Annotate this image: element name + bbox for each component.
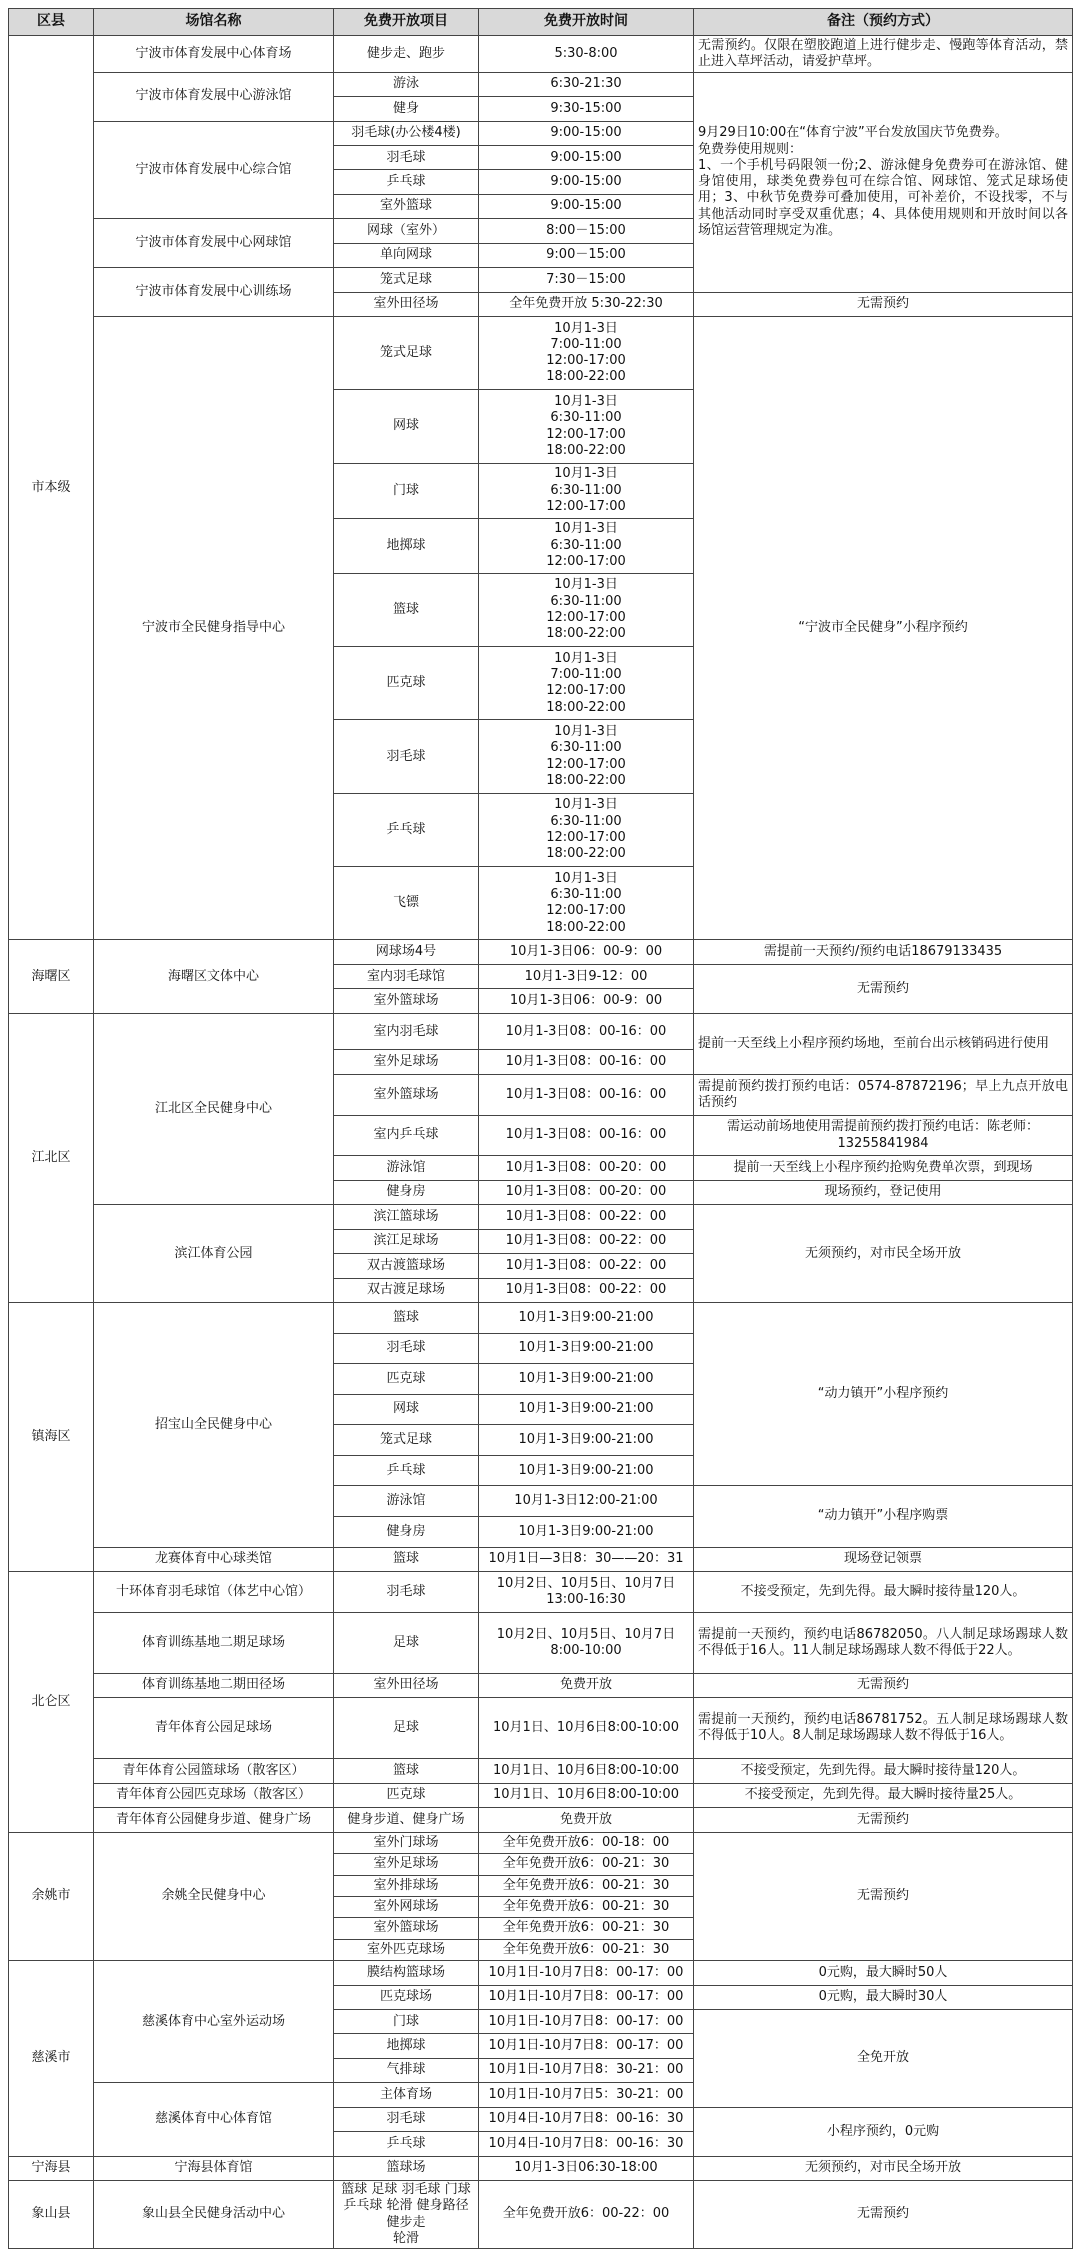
time-cell: 10月1-3日 6:30-11:00 12:00-17:00 18:00-22:00 [479,720,694,793]
table-row [9,1832,1073,1853]
item-cell: 膜结构篮球场 [334,1961,479,1985]
district-cell: 北仑区 [9,1571,94,1832]
table-row [9,1612,1073,1673]
table-row [9,940,1073,964]
district-cell: 宁海县 [9,2156,94,2180]
venue-cell: 宁波市体育发展中心训练场 [94,268,334,317]
time-cell: 10月1-3日12:00-21:00 [479,1486,694,1517]
note-cell: 提前一天至线上小程序预约抢购免费单次票，到现场 [694,1156,1073,1180]
item-cell: 网球（室外） [334,219,479,243]
time-cell: 免费开放 [479,1673,694,1697]
item-cell: 羽毛球 [334,145,479,169]
item-cell: 室内羽毛球馆 [334,964,479,988]
item-cell: 室外匹克球场 [334,1939,479,1960]
note-cell: 无需预约 [694,1808,1073,1832]
time-cell: 10月1日-10月7日8：00-17：00 [479,1985,694,2009]
venue-cell: 青年体育公园健身步道、健身广场 [94,1808,334,1832]
item-cell: 游泳馆 [334,1486,479,1517]
item-cell: 羽毛球 [334,1571,479,1612]
item-cell: 笼式足球 [334,317,479,390]
item-cell: 健步走、跑步 [334,36,479,73]
time-cell: 免费开放 [479,1808,694,1832]
time-cell: 10月1-3日08：00-20：00 [479,1156,694,1180]
table-row [9,36,1073,73]
note-cell: “动力镇开”小程序预约 [694,1303,1073,1486]
item-cell: 室外足球场 [334,1050,479,1074]
item-cell: 网球 [334,390,479,463]
note-cell: 提前一天至线上小程序预约场地，至前台出示核销码进行使用 [694,1013,1073,1074]
item-cell: 飞镖 [334,867,479,940]
time-cell: 10月1-3日08：00-20：00 [479,1180,694,1204]
note-cell: 无需预约。仅限在塑胶跑道上进行健步走、慢跑等体育活动，禁止进入草坪活动，请爱护草坪。 [694,36,1073,73]
district-cell: 镇海区 [9,1303,94,1572]
table-row [9,1783,1073,1807]
time-cell: 全年免费开放6：00-18：00 [479,1832,694,1853]
note-cell: 无须预约，对市民全场开放 [694,1205,1073,1303]
item-cell: 地掷球 [334,2034,479,2058]
time-cell: 10月1-3日 6:30-11:00 12:00-17:00 18:00-22:00 [479,793,694,866]
time-cell: 全年免费开放6：00-21：30 [479,1939,694,1960]
table-row [9,1205,1073,1229]
item-cell: 游泳 [334,72,479,96]
venue-cell: 青年体育公园篮球场（散客区） [94,1759,334,1783]
note-cell: 无需预约 [694,1832,1073,1960]
note-cell: 需提前一天预约，预约电话86782050。八人制足球场踢球人数不得低于16人。11人制足球场踢球人数不得低于22人。 [694,1612,1073,1673]
item-cell: 篮球场 [334,2156,479,2180]
venue-cell: 慈溪体育中心体育馆 [94,2083,334,2156]
time-cell: 10月1-3日 6:30-11:00 12:00-17:00 [479,518,694,573]
venue-cell: 招宝山全民健身中心 [94,1303,334,1548]
table-row [9,1698,1073,1759]
item-cell: 双古渡足球场 [334,1278,479,1302]
item-cell: 室外篮球场 [334,1918,479,1939]
note-cell: 无需预约 [694,2181,1073,2249]
time-cell: 全年免费开放 5:30-22:30 [479,292,694,316]
district-cell: 市本级 [9,36,94,940]
item-cell: 网球场4号 [334,940,479,964]
time-cell: 10月1-3日08：00-16：00 [479,1074,694,1115]
time-cell: 全年免费开放6：00-22：00 [479,2181,694,2249]
venue-cell: 滨江体育公园 [94,1205,334,1303]
item-cell: 室外网球场 [334,1896,479,1917]
district-cell: 江北区 [9,1013,94,1302]
time-cell: 10月1-3日08：00-22：00 [479,1254,694,1278]
district-cell: 慈溪市 [9,1961,94,2157]
table-row [9,2156,1073,2180]
item-cell: 羽毛球 [334,720,479,793]
venue-cell: 宁波市体育发展中心网球馆 [94,219,334,268]
time-cell: 全年免费开放6：00-21：30 [479,1896,694,1917]
item-cell: 室外足球场 [334,1854,479,1875]
item-cell: 匹克球 [334,647,479,720]
time-cell: 10月1-3日08：00-22：00 [479,1229,694,1253]
time-cell: 10月1日-10月7日8：00-17：00 [479,1961,694,1985]
item-cell: 乒乓球 [334,793,479,866]
note-cell: 9月29日10:00在“体育宁波”平台发放国庆节免费券。 免费券使用规则： 1、一个手机号码限领一份;2、游泳健身免费券可在游泳馆、健身馆使用，球类免费券包可在综合馆、网球馆、笼式足球场使用；3、中秋节免费券可叠加使用，可补差价，不设找零，不与其他活动同时享受双重优惠；4、具体使用规则和开放时间以各场馆运营管理规定为准。 [694,72,1073,292]
district-cell: 海曙区 [9,940,94,1013]
table-row [9,1808,1073,1832]
time-cell: 10月4日-10月7日8：00-16：30 [479,2132,694,2156]
time-cell: 全年免费开放6：00-21：30 [479,1875,694,1896]
item-cell: 篮球 [334,573,479,646]
table-row [9,1547,1073,1571]
item-cell: 乒乓球 [334,1455,479,1486]
note-cell: 无需预约 [694,964,1073,1013]
time-cell: 10月1日-10月7日8：00-17：00 [479,2009,694,2033]
note-cell: 不接受预定，先到先得。最大瞬时接待量120人。 [694,1571,1073,1612]
time-cell: 全年免费开放6：00-21：30 [479,1918,694,1939]
time-cell: 10月1-3日9:00-21:00 [479,1455,694,1486]
time-cell: 6:30-21:30 [479,72,694,96]
time-cell: 10月1-3日9:00-21:00 [479,1425,694,1456]
item-cell: 室内羽毛球 [334,1013,479,1050]
free-venue-table [8,8,1073,2249]
time-cell: 10月1-3日9:00-21:00 [479,1333,694,1364]
time-cell: 10月1-3日 6:30-11:00 12:00-17:00 18:00-22:00 [479,390,694,463]
time-cell: 10月4日-10月7日8：00-16：30 [479,2107,694,2131]
header-note: 备注（预约方式） [694,9,1073,36]
venue-cell: 象山县全民健身活动中心 [94,2181,334,2249]
item-cell: 室内乒乓球 [334,1115,479,1156]
item-cell: 羽毛球(办公楼4楼) [334,121,479,145]
time-cell: 10月1-3日 6:30-11:00 12:00-17:00 [479,463,694,518]
time-cell: 8:00－15:00 [479,219,694,243]
note-cell: 0元购，最大瞬时50人 [694,1961,1073,1985]
table-row [9,317,1073,390]
note-cell: 无需预约 [694,1673,1073,1697]
item-cell: 室外门球场 [334,1832,479,1853]
venue-cell: 龙赛体育中心球类馆 [94,1547,334,1571]
venue-cell: 宁波市全民健身指导中心 [94,317,334,940]
item-cell: 足球 [334,1612,479,1673]
item-cell: 室外排球场 [334,1875,479,1896]
venue-cell: 慈溪体育中心室外运动场 [94,1961,334,2083]
time-cell: 10月1-3日08：00-16：00 [479,1115,694,1156]
item-cell: 健身 [334,97,479,121]
time-cell: 10月1日—3日8：30——20：31 [479,1547,694,1571]
note-cell: 需提前一天预约/预约电话18679133435 [694,940,1073,964]
item-cell: 篮球 足球 羽毛球 门球 乒乓球 轮滑 健身路径 健步走 轮滑 [334,2181,479,2249]
note-cell: 无须预约，对市民全场开放 [694,2156,1073,2180]
item-cell: 双古渡篮球场 [334,1254,479,1278]
item-cell: 健身房 [334,1180,479,1204]
time-cell: 10月1-3日06：00-9：00 [479,940,694,964]
time-cell: 10月1日-10月7日5：30-21：00 [479,2083,694,2107]
table-row [9,1303,1073,1334]
item-cell: 室外篮球场 [334,1074,479,1115]
time-cell: 10月1日、10月6日8:00-10:00 [479,1759,694,1783]
venue-cell: 宁波市体育发展中心综合馆 [94,121,334,219]
time-cell: 10月1-3日 6:30-11:00 12:00-17:00 18:00-22:00 [479,573,694,646]
item-cell: 门球 [334,463,479,518]
venue-cell: 余姚全民健身中心 [94,1832,334,1960]
table-row [9,1759,1073,1783]
venue-cell: 宁波市体育发展中心体育场 [94,36,334,73]
time-cell: 10月1-3日 7:00-11:00 12:00-17:00 18:00-22:00 [479,647,694,720]
venue-cell: 宁波市体育发展中心游泳馆 [94,72,334,121]
item-cell: 乒乓球 [334,2132,479,2156]
time-cell: 10月1-3日 6:30-11:00 12:00-17:00 18:00-22:00 [479,867,694,940]
note-cell: 需运动前场地使用需提前预约拨打预约电话：陈老师：13255841984 [694,1115,1073,1156]
time-cell: 10月1-3日9-12：00 [479,964,694,988]
note-cell: 现场预约，登记使用 [694,1180,1073,1204]
item-cell: 室外田径场 [334,1673,479,1697]
item-cell: 笼式足球 [334,268,479,292]
time-cell: 10月1-3日08：00-22：00 [479,1278,694,1302]
time-cell: 9:00-15:00 [479,145,694,169]
time-cell: 10月1-3日9:00-21:00 [479,1364,694,1395]
header-item: 免费开放项目 [334,9,479,36]
note-cell: 需提前一天预约，预约电话86781752。五人制足球场踢球人数不得低于10人。8人制足球场踢球人数不得低于16人。 [694,1698,1073,1759]
item-cell: 地掷球 [334,518,479,573]
time-cell: 10月1日、10月6日8:00-10:00 [479,1783,694,1807]
time-cell: 10月1-3日 7:00-11:00 12:00-17:00 18:00-22:00 [479,317,694,390]
table-header-row [9,9,1073,36]
time-cell: 9:00－15:00 [479,243,694,267]
time-cell: 全年免费开放6：00-21：30 [479,1854,694,1875]
item-cell: 羽毛球 [334,1333,479,1364]
time-cell: 10月1日、10月6日8:00-10:00 [479,1698,694,1759]
item-cell: 匹克球 [334,1783,479,1807]
note-cell: 全免开放 [694,2009,1073,2107]
time-cell: 10月1日-10月7日8：30-21：00 [479,2058,694,2082]
note-cell: “动力镇开”小程序购票 [694,1486,1073,1547]
item-cell: 室外篮球场 [334,989,479,1013]
item-cell: 游泳馆 [334,1156,479,1180]
time-cell: 10月1-3日9:00-21:00 [479,1394,694,1425]
time-cell: 10月1-3日08：00-22：00 [479,1205,694,1229]
venue-cell: 宁海县体育馆 [94,2156,334,2180]
note-cell: 现场登记领票 [694,1547,1073,1571]
time-cell: 5:30-8:00 [479,36,694,73]
district-cell: 象山县 [9,2181,94,2249]
item-cell: 足球 [334,1698,479,1759]
item-cell: 健身步道、健身广场 [334,1808,479,1832]
time-cell: 10月2日、10月5日、10月7日 8:00-10:00 [479,1612,694,1673]
item-cell: 单向网球 [334,243,479,267]
header-venue: 场馆名称 [94,9,334,36]
time-cell: 9:00-15:00 [479,170,694,194]
time-cell: 10月1日-10月7日8：00-17：00 [479,2034,694,2058]
note-cell: 不接受预定，先到先得。最大瞬时接待量25人。 [694,1783,1073,1807]
time-cell: 10月2日、10月5日、10月7日 13:00-16:30 [479,1571,694,1612]
time-cell: 10月1-3日08：00-16：00 [479,1050,694,1074]
item-cell: 滨江足球场 [334,1229,479,1253]
table-row [9,1961,1073,1985]
district-cell: 余姚市 [9,1832,94,1960]
table-row [9,1673,1073,1697]
venue-schedule-sheet [8,8,1072,2249]
note-cell: 0元购，最大瞬时30人 [694,1985,1073,2009]
venue-cell: 体育训练基地二期足球场 [94,1612,334,1673]
item-cell: 门球 [334,2009,479,2033]
item-cell: 健身房 [334,1516,479,1547]
note-cell: 无需预约 [694,292,1073,316]
note-cell: 需提前预约拨打预约电话：0574-87872196；早上九点开放电话预约 [694,1074,1073,1115]
table-row [9,1571,1073,1612]
item-cell: 室外篮球 [334,194,479,218]
table-row [9,72,1073,96]
item-cell: 室外田径场 [334,292,479,316]
note-cell: 小程序预约，0元购 [694,2107,1073,2156]
venue-cell: 青年体育公园匹克球场（散客区） [94,1783,334,1807]
time-cell: 10月1-3日9:00-21:00 [479,1516,694,1547]
time-cell: 10月1-3日06：00-9：00 [479,989,694,1013]
time-cell: 7:30－15:00 [479,268,694,292]
item-cell: 篮球 [334,1759,479,1783]
venue-cell: 江北区全民健身中心 [94,1013,334,1204]
note-cell: “宁波市全民健身”小程序预约 [694,317,1073,940]
venue-cell: 十环体育羽毛球馆（体艺中心馆） [94,1571,334,1612]
time-cell: 9:00-15:00 [479,121,694,145]
item-cell: 篮球 [334,1303,479,1334]
time-cell: 9:30-15:00 [479,97,694,121]
table-row [9,2181,1073,2249]
note-cell: 不接受预定，先到先得。最大瞬时接待量120人。 [694,1759,1073,1783]
venue-cell: 青年体育公园足球场 [94,1698,334,1759]
item-cell: 气排球 [334,2058,479,2082]
item-cell: 匹克球 [334,1364,479,1395]
table-row [9,1013,1073,1050]
item-cell: 匹克球场 [334,1985,479,2009]
item-cell: 滨江篮球场 [334,1205,479,1229]
header-time: 免费开放时间 [479,9,694,36]
time-cell: 10月1-3日06:30-18:00 [479,2156,694,2180]
venue-cell: 海曙区文体中心 [94,940,334,1013]
item-cell: 笼式足球 [334,1425,479,1456]
header-district: 区县 [9,9,94,36]
item-cell: 羽毛球 [334,2107,479,2131]
venue-cell: 体育训练基地二期田径场 [94,1673,334,1697]
time-cell: 9:00-15:00 [479,194,694,218]
item-cell: 乒乓球 [334,170,479,194]
time-cell: 10月1-3日9:00-21:00 [479,1303,694,1334]
item-cell: 主体育场 [334,2083,479,2107]
item-cell: 网球 [334,1394,479,1425]
item-cell: 篮球 [334,1547,479,1571]
time-cell: 10月1-3日08：00-16：00 [479,1013,694,1050]
